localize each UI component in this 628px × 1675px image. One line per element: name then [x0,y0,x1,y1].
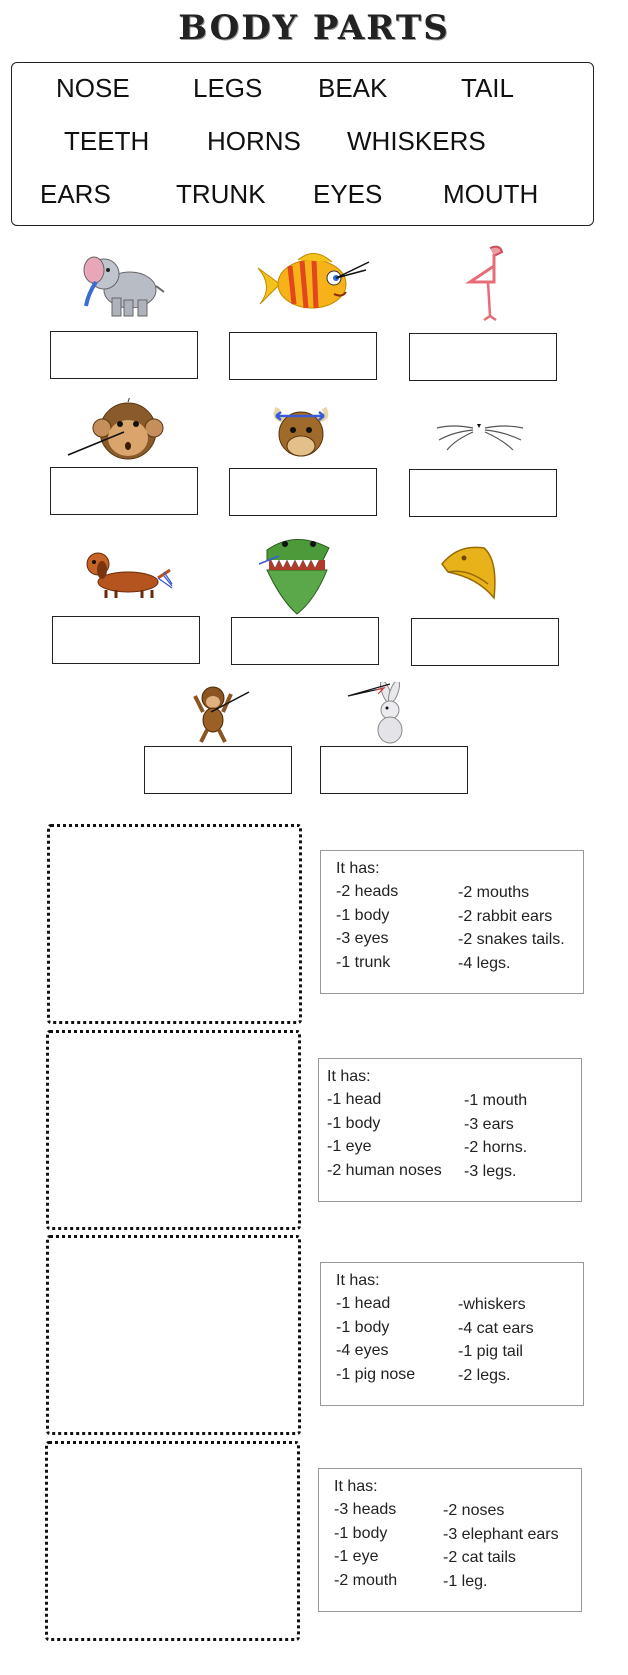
answer-box-whiskers[interactable] [409,469,557,517]
description-item: -1 body [336,1318,390,1336]
page-title: BODY PARTS [178,8,450,48]
description-item: -2 mouth [334,1571,398,1589]
answer-box-monkey[interactable] [144,746,292,794]
description-item: -whiskers [458,1296,526,1313]
elephant-picture [78,250,168,325]
rabbit-picture [346,682,412,751]
description-item: -1 eye [327,1138,372,1155]
description-item: -2 rabbit ears [458,907,553,925]
description-heading: It has: [334,1478,378,1495]
description-item: -2 cat tails [443,1549,516,1566]
answer-box-elephant[interactable] [50,331,198,379]
drawing-area-2[interactable] [46,1030,301,1230]
word-trunk: TRUNK [176,179,266,209]
answer-box-rabbit[interactable] [320,746,468,794]
description-item: -1 trunk [336,953,391,971]
word-eyes: EYES [313,179,383,209]
description-item: -4 cat ears [458,1319,534,1337]
description-item: -4 eyes [336,1342,389,1359]
description-box-2 [318,1058,582,1202]
whiskers-picture [433,410,528,459]
description-item: -3 ears [464,1115,514,1133]
description-item: -1 mouth [464,1092,528,1109]
answer-box-flamingo[interactable] [409,333,557,381]
word-legs: LEGS [193,73,263,103]
word-nose: NOSE [56,73,130,103]
drawing-area-1[interactable] [47,824,302,1024]
description-item: -1 leg. [443,1572,488,1590]
description-heading: It has: [327,1068,371,1085]
drawing-area-3[interactable] [46,1235,301,1435]
description-item: -3 elephant ears [443,1525,559,1543]
word-ears: EARS [40,179,111,209]
description-item: -2 mouths [458,884,530,901]
bull-picture [266,398,336,467]
word-tail: TAIL [461,73,514,103]
answer-box-crocodile[interactable] [231,617,379,665]
description-item: -1 body [334,1524,388,1542]
fish-picture [254,246,374,326]
description-item: -1 pig tail [458,1343,523,1360]
description-item: -1 eye [334,1548,379,1565]
description-box-1 [320,850,584,994]
description-box-4 [318,1468,582,1612]
word-horns: HORNS [207,126,301,156]
description-item: -3 eyes [336,930,389,947]
word-beak: BEAK [318,73,388,103]
description-box-3 [320,1262,584,1406]
word-mouth: MOUTH [443,179,539,209]
description-item: -3 legs. [464,1162,517,1180]
crocodile-picture [257,530,337,621]
description-item: -3 heads [334,1501,397,1518]
description-item: -2 horns. [464,1139,528,1156]
description-heading: It has: [336,1272,380,1289]
description-item: -2 noses [443,1502,505,1519]
drawing-area-4[interactable] [45,1441,300,1641]
word-bank [11,62,594,226]
beak-picture [438,538,504,609]
flamingo-picture [460,242,520,327]
monkey-face-picture [66,398,166,471]
description-item: -2 heads [336,883,399,900]
description-item: -1 body [327,1114,381,1132]
description-item: -1 body [336,906,390,924]
word-teeth: TEETH [64,126,150,156]
answer-box-beak[interactable] [411,618,559,666]
answer-box-fish[interactable] [229,332,377,380]
description-item: -2 human noses [327,1161,442,1179]
answer-box-dog[interactable] [52,616,200,664]
description-heading: It has: [336,860,380,877]
monkey-picture [191,682,251,751]
answer-box-monkey-face[interactable] [50,467,198,515]
description-item: -4 legs. [458,954,511,972]
description-item: -2 snakes tails. [458,931,565,948]
dog-picture [80,548,174,605]
description-item: -2 legs. [458,1366,511,1384]
answer-box-bull[interactable] [229,468,377,516]
description-item: -1 pig nose [336,1365,416,1383]
word-whiskers: WHISKERS [347,126,486,156]
description-item: -1 head [336,1295,391,1312]
description-item: -1 head [327,1091,382,1108]
